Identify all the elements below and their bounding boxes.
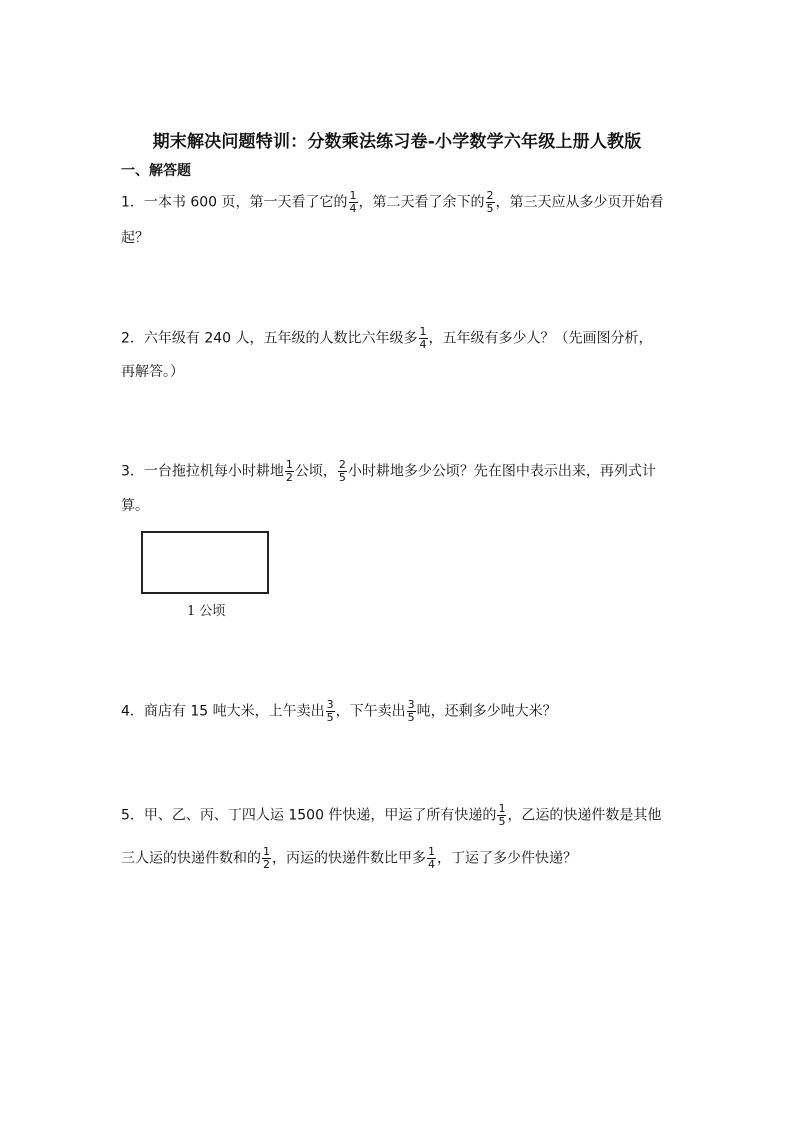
question-5-text: 5．甲、乙、丙、丁四人运 1500 件快递，甲运了所有快递的 <box>121 807 497 824</box>
question-1-text: 1．一本书 600 页，第一天看了它的 <box>121 194 348 211</box>
fraction: $\frac{1}{5}$ <box>498 802 506 828</box>
question-1-line-1 <box>121 190 664 215</box>
fraction: $\frac{3}{5}$ <box>326 698 334 724</box>
page-title: 期末解决问题特训：分数乘法练习卷-小学数学六年级上册人教版 <box>152 132 642 152</box>
fraction: $\frac{2}{5}$ <box>338 458 346 484</box>
question-5-line-2 <box>121 846 577 871</box>
question-1-text: ，第三天应从多少页开始看 <box>495 194 664 211</box>
question-4-text: 吨，还剩多少吨大米？ <box>416 703 557 720</box>
fraction: $\frac{1}{4}$ <box>428 845 435 871</box>
question-2-line-1 <box>121 326 653 351</box>
question-4-text: ，下午卖出 <box>335 703 406 720</box>
question-2-text: ，五年级有多少人？（先画图分析， <box>428 330 653 347</box>
question-3-text: 小时耕地多少公顷？先在图中表示出来，再列式计 <box>347 463 656 480</box>
question-5-text: ，乙运的快递件数是其他 <box>507 807 662 824</box>
fraction: $\frac{1}{4}$ <box>349 189 357 215</box>
question-1-line-2: 起？ <box>121 230 149 246</box>
fraction: $\frac{2}{5}$ <box>486 189 494 215</box>
fraction: $\frac{1}{4}$ <box>419 325 427 351</box>
hectare-label: 1 公顷 <box>187 604 226 619</box>
question-5-text: ，丁运了多少件快递？ <box>437 850 577 867</box>
question-2-line-2: 再解答。） <box>121 364 184 380</box>
question-3-text: 公顷， <box>294 463 337 480</box>
question-3-line-2: 算。 <box>121 498 149 514</box>
fraction: $\frac{1}{2}$ <box>263 845 270 871</box>
question-3-text: 3．一台拖拉机每小时耕地 <box>121 463 284 480</box>
question-5-text: 三人运的快递件数和的 <box>121 850 261 867</box>
question-5-line-1 <box>121 803 661 828</box>
hectare-rectangle <box>141 531 269 594</box>
question-2-text: 2．六年级有 240 人，五年级的人数比六年级多 <box>121 330 418 347</box>
question-3-line-1 <box>121 459 656 484</box>
fraction: $\frac{1}{2}$ <box>285 458 293 484</box>
section-heading: 一、解答题 <box>121 163 191 179</box>
question-5-text: ，丙运的快递件数比甲多 <box>272 850 426 867</box>
question-4-text: 4．商店有 15 吨大米，上午卖出 <box>121 703 325 720</box>
question-1-text: ，第二天看了余下的 <box>358 194 485 211</box>
fraction: $\frac{3}{5}$ <box>407 698 415 724</box>
question-4-line-1 <box>121 699 557 724</box>
